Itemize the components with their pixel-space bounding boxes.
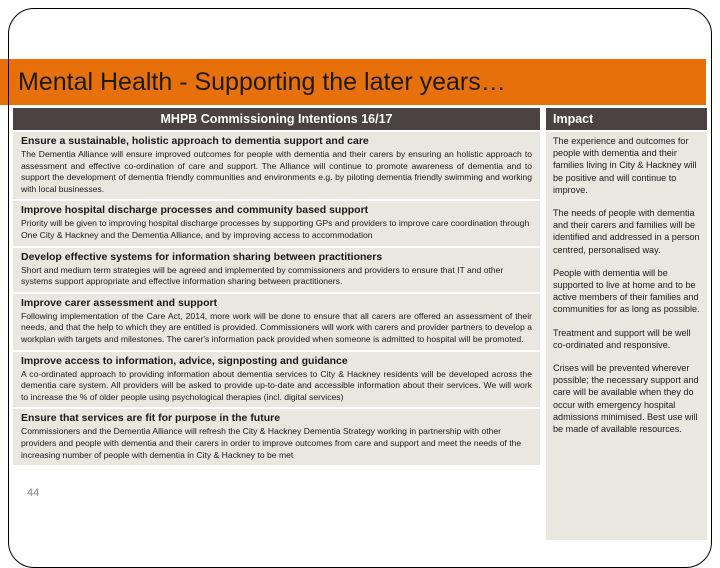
- intention-title: Improve carer assessment and support: [21, 296, 218, 309]
- table-header-row: [13, 108, 707, 130]
- impact-statement: People with dementia will be supported to live at home and to be active members of their families and communities for as long as possible.: [553, 267, 700, 315]
- intentions-column: [13, 132, 540, 540]
- impact-statement: Treatment and support will be well co-ordinated and responsive.: [553, 327, 691, 350]
- table-row: [13, 132, 540, 199]
- table-row: [13, 201, 540, 245]
- table-row: [13, 248, 540, 292]
- intention-body: Following implementation of the Care Act, 2014, more work will be done to ensure that all carers are offered an assessment of their needs, and that the help to which they are entitled is provided. Commissioners will work with carers and provider partners to develop a workplan with targets and milestones. The carer's information pack provided when someone is admitted to hospital will be promoted.: [21, 310, 532, 344]
- intention-body: Commissioners and the Dementia Alliance will refresh the City & Hackney Dementia Strategy working in partnership with other providers and people with dementia and their carers in order to improve outcomes from care and support and meet the needs of the increasing number of people with dementia in City & Hackney to be met: [21, 426, 522, 460]
- intention-body: The Dementia Alliance will ensure improved outcomes for people with dementia and their carers by ensuring an holistic approach to assessment and effective co-ordination of care and support. The Alliance will continue to promote awareness of dementia and to support the development of dementia friendly communities and environments e.g. by piloting dementia friendly swimming and working with local businesses.: [21, 149, 532, 194]
- intention-title: Improve access to information, advice, signposting and guidance: [21, 354, 348, 367]
- commissioning-intentions-table: [13, 108, 707, 540]
- impact-statement: Crises will be prevented wherever possible; the necessary support and care will be available when they do occur with emergency hospital admissions minimised. Best use will be made of available resources.: [553, 363, 699, 435]
- slide-title-band: [0, 59, 706, 105]
- column-header-impact: Impact: [546, 108, 707, 130]
- intention-title: Develop effective systems for information sharing between practitioners: [21, 250, 383, 263]
- table-row: [13, 409, 540, 465]
- intention-title: Improve hospital discharge processes and community based support: [21, 204, 369, 217]
- intention-title: Ensure a sustainable, holistic approach to dementia support and care: [21, 135, 369, 147]
- table-row: [13, 352, 540, 408]
- impact-statement: The experience and outcomes for people with dementia and their families living in City & Hackney will be positive and will continue to improve.: [553, 136, 697, 195]
- page-number: 44: [27, 487, 40, 499]
- intention-title: Ensure that services are fit for purpose in the future: [21, 412, 281, 425]
- impact-column: [546, 132, 707, 540]
- intention-body: Priority will be given to improving hospital discharge processes by supporting GPs and providers to improve care coordination through One City & Hackney and the Dementia Alliance, and by improving access to accommodation: [21, 218, 530, 240]
- table-body: [13, 132, 707, 540]
- intention-body: Short and medium term strategies will be agreed and implemented by commissioners and providers to ensure that IT and other systems support appropriate and effective information sharing between practitioners.: [21, 264, 504, 287]
- table-row: [13, 294, 540, 350]
- intention-body: A co-ordinated approach to providing information about dementia services to City & Hackney residents will be developed across the dementia care system. All providers will be asked to provide up-to-date and accessible information about their services. We will work to increase the % of older people using psychological therapies (incl. digital services): [21, 368, 532, 402]
- page-title: Mental Health - Supporting the later years…: [18, 68, 506, 96]
- column-header-intentions: MHPB Commissioning Intentions 16/17: [13, 108, 540, 130]
- impact-statement: The needs of people with dementia and their carers and families will be identified and addressed in a person centred, personalised way.: [553, 208, 700, 255]
